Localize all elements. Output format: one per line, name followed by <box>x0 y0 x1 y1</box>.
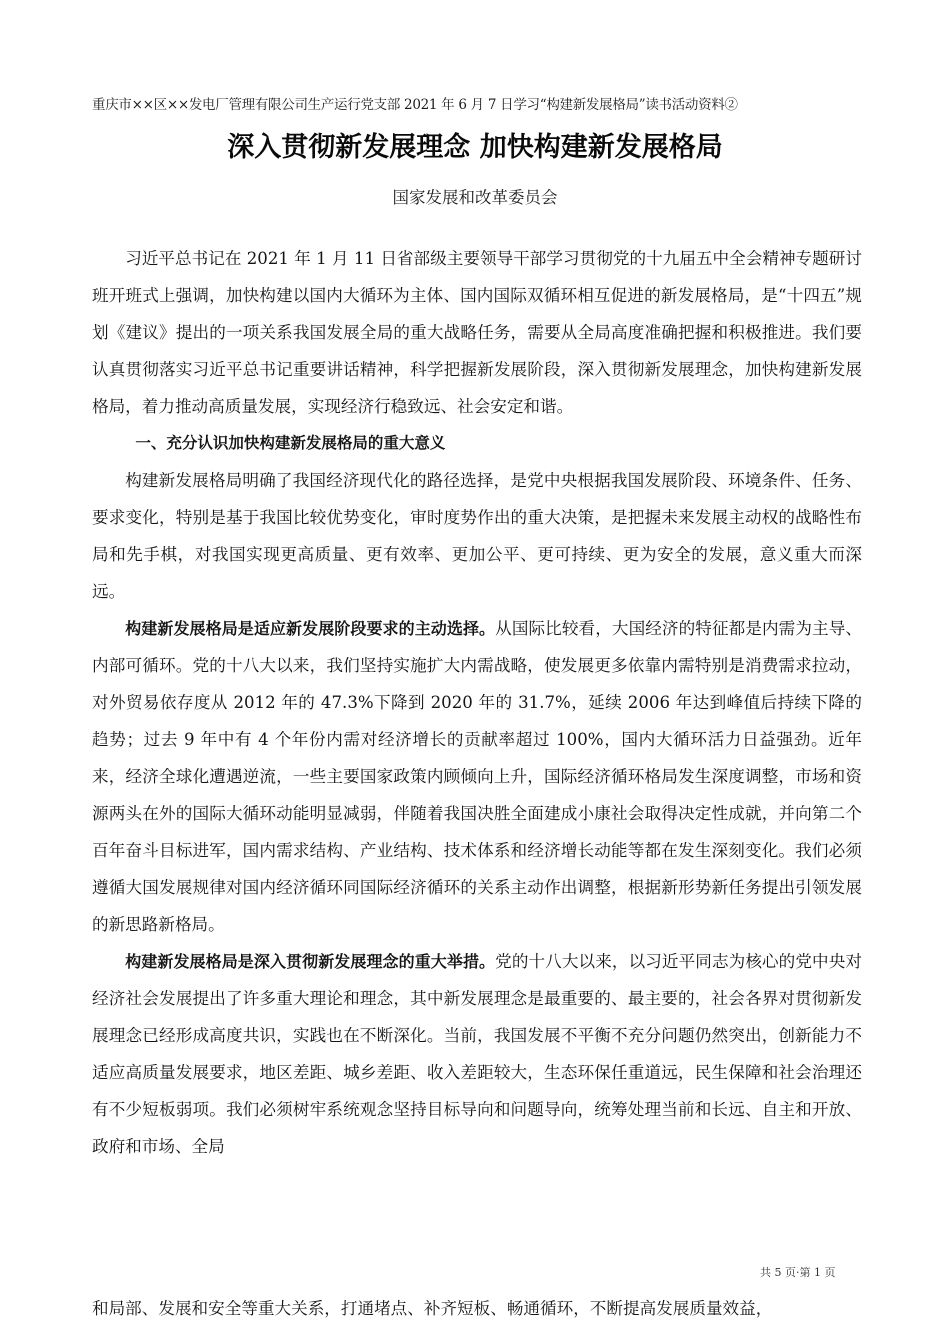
author-line: 国家发展和改革委员会 <box>392 188 558 207</box>
paragraph-new-stage <box>92 610 862 943</box>
header-note: 重庆市××区××发电厂管理有限公司生产运行党支部 2021 年 6 月 7 日学习“构建新发展格局”读书活动资料② <box>92 97 738 113</box>
paragraph-text: 党的十八大以来，以习近平同志为核心的党中央对经济社会发展提出了许多重大理论和理念，其中新发展理念是最重要的、最主要的，社会各界对贯彻新发展理念已经形成高度共识，实践也在不断深化。当前，我国发展不平衡不充分问题仍然突出，创新能力不适应高质量发展要求，地区差距、城乡差距、收入差距较大，生态环保任重道远，民生保障和社会治理还有不少短板弱项。我们必须树牢系统观念坚持目标导向和问题导向，统筹处理当前和长远、自主和开放、政府和市场、全局 <box>92 952 862 1156</box>
paragraph-intro: 习近平总书记在 2021 年 1 月 11 日省部级主要领导干部学习贯彻党的十九届五中全会精神专题研讨班开班式上强调，加快构建以国内大循环为主体、国内国际双循环相互促进的新发展格局，是“十四五”规划《建议》提出的一项关系我国发展全局的重大战略任务，需要从全局高度准确把握和积极推进。我们要认真贯彻落实习近平总书记重要讲话精神，科学把握新发展阶段，深入贯彻新发展理念，加快构建新发展格局，着力推动高质量发展，实现经济行稳致远、社会安定和谐。 <box>92 249 862 416</box>
paragraph-new-philosophy <box>92 943 862 1165</box>
page-title: 深入贯彻新发展理念 加快构建新发展格局 <box>227 132 723 163</box>
page-number: 共 5 页·第 1 页 <box>760 1266 836 1279</box>
next-page-first-line: 和局部、发展和安全等重大关系，打通堵点、补齐短板、畅通循环，不断提高发展质量效益， <box>92 1299 773 1318</box>
paragraph-lead: 构建新发展格局是适应新发展阶段要求的主动选择。 <box>125 619 496 638</box>
paragraph-lead: 构建新发展格局是深入贯彻新发展理念的重大举措。 <box>125 952 496 971</box>
article-body <box>92 240 862 1165</box>
paragraph-significance: 构建新发展格局明确了我国经济现代化的路径选择，是党中央根据我国发展阶段、环境条件、任务、要求变化，特别是基于我国比较优势变化，审时度势作出的重大决策，是把握未来发展主动权的战略性布局和先手棋，对我国实现更高质量、更有效率、更加公平、更可持续、更为安全的发展，意义重大而深远。 <box>92 471 862 601</box>
paragraph-text: 从国际比较看，大国经济的特征都是内需为主导、内部可循环。党的十八大以来，我们坚持实施扩大内需战略，使发展更多依靠内需特别是消费需求拉动，对外贸易依存度从 2012 年的 47.3%下降到 2020 年的 31.7%，延续 2006 年达到峰值后持续下降的趋势；过去 9 年中有 4 个年份内需对经济增长的贡献率超过 100%，国内大循环活力日益强劲。近年来，经济全球化遭遇逆流，一些主要国家政策内顾倾向上升，国际经济循环格局发生深度调整，市场和资源两头在外的国际大循环动能明显减弱，伴随着我国决胜全面建成小康社会取得决定性成就，并向第二个百年奋斗目标进军，国内需求结构、产业结构、技术体系和经济增长动能等都在发生深刻变化。我们必须遵循大国发展规律对国内经济循环同国际经济循环的关系主动作出调整，根据新形势新任务提出引领发展的新思路新格局。 <box>92 619 862 934</box>
section-heading-1: 一、充分认识加快构建新发展格局的重大意义 <box>135 434 446 452</box>
